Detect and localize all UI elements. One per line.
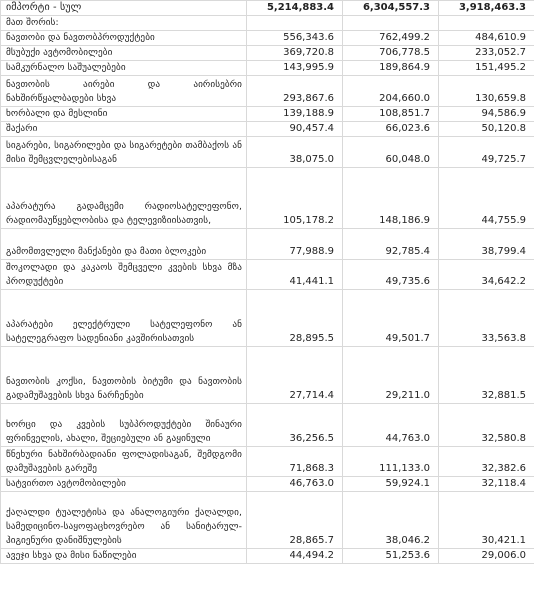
table-row (1, 122, 534, 137)
table-row (1, 31, 534, 46)
row-value-2: 111,133.0 (343, 447, 439, 477)
row-value-1: 90,457.4 (247, 122, 343, 137)
row-value-2: 108,851.7 (343, 107, 439, 122)
row-value-1: 293,867.6 (247, 76, 343, 107)
row-value-2: 51,253.6 (343, 549, 439, 564)
table-row (1, 477, 534, 492)
row-value-3: 30,421.1 (439, 492, 534, 549)
row-value-1: 139,188.9 (247, 107, 343, 122)
table-row (1, 447, 534, 477)
row-value-2: 44,763.0 (343, 404, 439, 447)
row-value-3: 29,006.0 (439, 549, 534, 564)
row-label: ავეჯი სხვა და მისი ნაწილები (1, 549, 247, 564)
row-value-3: 32,382.6 (439, 447, 534, 477)
table-row (1, 260, 534, 290)
row-label: შოკოლადი და კაკაოს შემცველი კვების სხვა მზა პროდუქტები (1, 260, 247, 290)
row-value-2: 29,211.0 (343, 347, 439, 404)
row-value-2: 60,048.0 (343, 137, 439, 168)
row-value-1: 71,868.3 (247, 447, 343, 477)
subheader-row (1, 16, 534, 31)
row-value-3: 151,495.2 (439, 61, 534, 76)
table-row (1, 290, 534, 347)
row-value-3: 34,642.2 (439, 260, 534, 290)
row-value-1: 28,865.7 (247, 492, 343, 549)
row-value-3: 32,580.8 (439, 404, 534, 447)
row-value-3: 49,725.7 (439, 137, 534, 168)
row-label: აპარატები ელექტრული სატელეფონო ან სატელეგრაფო სადენიანი კავშირისათვის (1, 290, 247, 347)
row-value-2: 66,023.6 (343, 122, 439, 137)
total-value-1: 5,214,883.4 (247, 1, 343, 16)
row-value-2: 204,660.0 (343, 76, 439, 107)
total-value-3: 3,918,463.3 (439, 1, 534, 16)
row-value-1: 369,720.8 (247, 46, 343, 61)
row-label: მსუბუქი ავტომობილები (1, 46, 247, 61)
row-value-2: 49,501.7 (343, 290, 439, 347)
row-value-1: 77,988.9 (247, 229, 343, 260)
row-value-3: 94,586.9 (439, 107, 534, 122)
row-value-2: 38,046.2 (343, 492, 439, 549)
row-value-1: 41,441.1 (247, 260, 343, 290)
row-label: წნეხური ნახშირბადიანი ფოლადისაგან, შემდგომი დამუშავების გარეშე (1, 447, 247, 477)
row-value-3: 32,118.4 (439, 477, 534, 492)
table-row (1, 61, 534, 76)
row-value-1: 46,763.0 (247, 477, 343, 492)
row-label: ნავთობის კოქსი, ნავთობის ბიტუმი და ნავთობის გადამუშავების სხვა ნარჩენები (1, 347, 247, 404)
row-value-1: 38,075.0 (247, 137, 343, 168)
total-value-2: 6,304,557.3 (343, 1, 439, 16)
row-label: ნავთობი და ნავთობპროდუქტები (1, 31, 247, 46)
total-label: იმპორტი - სულ (1, 1, 247, 16)
row-value-1: 556,343.6 (247, 31, 343, 46)
row-value-2: 706,778.5 (343, 46, 439, 61)
row-value-3: 50,120.8 (439, 122, 534, 137)
table-row (1, 492, 534, 549)
row-label: ხორცი და კვების სუბპროდუქტები შინაური ფრინველის, ახალი, შეციებული ან გაყინული (1, 404, 247, 447)
subheader-label: მათ შორის: (1, 16, 247, 31)
row-label: სიგარები, სიგარილები და სიგარეტები თამბაქოს ან მისი შემცვლელებისაგან (1, 137, 247, 168)
row-label: ნავთობის აირები და აირისებრი ნახშირწყალბადები სხვა (1, 76, 247, 107)
row-label: ხორბალი და მესლინი (1, 107, 247, 122)
row-value-3: 32,881.5 (439, 347, 534, 404)
row-value-1: 44,494.2 (247, 549, 343, 564)
row-value-1: 105,178.2 (247, 168, 343, 229)
row-value-2: 189,864.9 (343, 61, 439, 76)
row-label: გამომთვლელი მანქანები და მათი ბლოკები (1, 229, 247, 260)
row-label: შაქარი (1, 122, 247, 137)
table-row (1, 347, 534, 404)
row-value-1: 27,714.4 (247, 347, 343, 404)
row-value-2: 148,186.9 (343, 168, 439, 229)
row-label: სატვირთო ავტომობილები (1, 477, 247, 492)
row-value-3: 233,052.7 (439, 46, 534, 61)
row-value-3: 44,755.9 (439, 168, 534, 229)
table-row (1, 107, 534, 122)
row-value-2: 49,735.6 (343, 260, 439, 290)
row-value-1: 36,256.5 (247, 404, 343, 447)
row-label: ქაღალდი ტუალეტისა და ანალოგიური ქაღალდი, სამედიცინო-საყოფაცხოვრებო ან სანიტარულ-ჰიგიენური დანიშნულების (1, 492, 247, 549)
row-value-2: 762,499.2 (343, 31, 439, 46)
row-value-2: 92,785.4 (343, 229, 439, 260)
row-value-3: 484,610.9 (439, 31, 534, 46)
table-row (1, 404, 534, 447)
table-row (1, 168, 534, 229)
row-label: სამკურნალო საშუალებები (1, 61, 247, 76)
row-value-1: 143,995.9 (247, 61, 343, 76)
table-row (1, 549, 534, 564)
table-row (1, 46, 534, 61)
row-value-2: 59,924.1 (343, 477, 439, 492)
row-value-3: 130,659.8 (439, 76, 534, 107)
table-row (1, 229, 534, 260)
total-row (1, 1, 534, 16)
row-value-3: 38,799.4 (439, 229, 534, 260)
table-row (1, 76, 534, 107)
row-label: აპარატურა გადამცემი რადიოსატელეფონო, რადიომაუწყებლობისა და ტელევიზიისათვის, (1, 168, 247, 229)
row-value-1: 28,895.5 (247, 290, 343, 347)
table-row (1, 137, 534, 168)
row-value-3: 33,563.8 (439, 290, 534, 347)
